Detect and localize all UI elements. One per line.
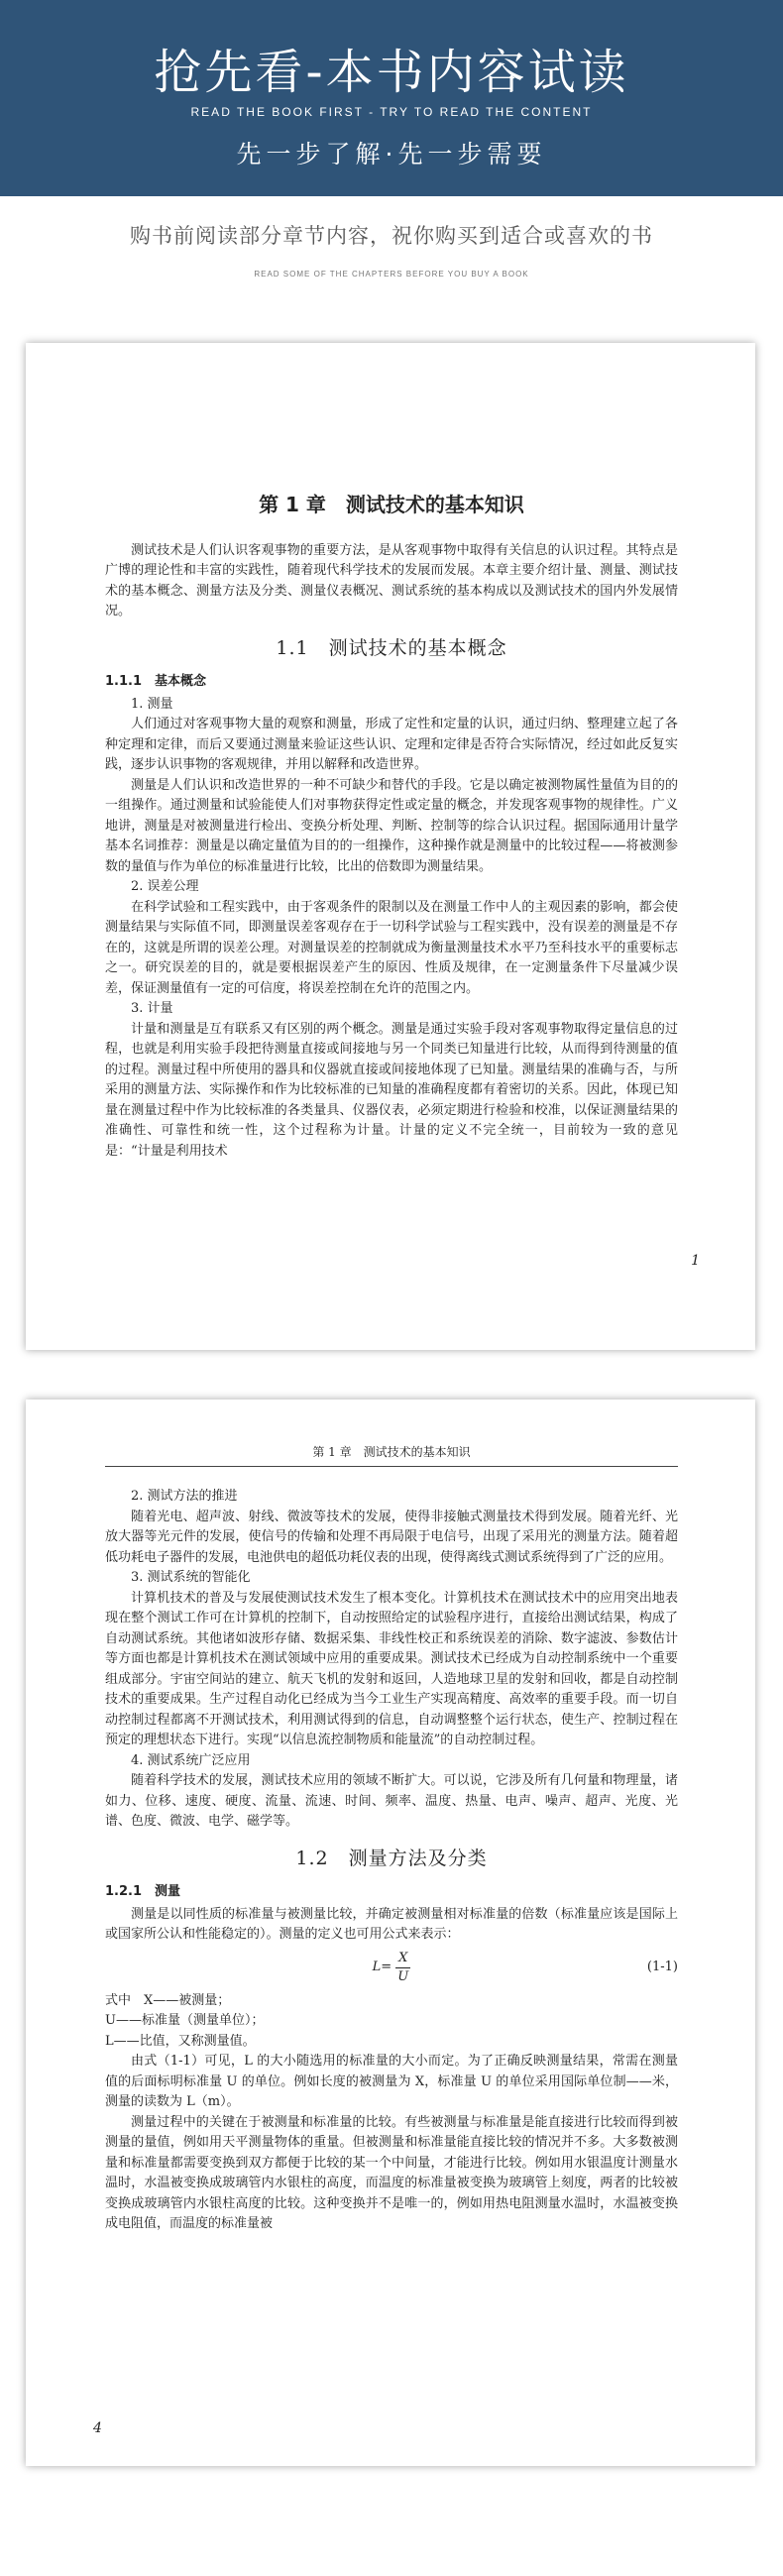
paragraph: 测量是人们认识和改造世界的一种不可缺少和替代的手段。它是以确定被测物属性量值为目的的一组操作。通过测量和试验能使人们对事物获得定性或定量的概念，并发现客观事物的规律性。广义地讲，测量是对被测量进行检出、变换分析处理、判断、控制等的综合认识过程。据国际通用计量学基本名词推荐：测量是以确定量值为目的的一组操作，这种操作就是测量中的比较过程——将被测参数的量值与作为单位的标准量进行比较，比出的倍数即为测量结果。 <box>105 777 678 874</box>
formula <box>105 1946 678 1991</box>
banner-subtitle-en: READ THE BOOK FIRST - TRY TO READ THE CONTENT <box>190 105 593 119</box>
item-heading: 3. 计量 <box>131 1001 173 1016</box>
item-heading: 2. 误差公理 <box>131 879 199 894</box>
banner-slogan: 先一步了解·先一步需要 <box>236 140 547 168</box>
formula-where-line: 式中 X——被测量； <box>105 1992 231 2008</box>
item-heading: 2. 测试方法的推进 <box>131 1489 238 1504</box>
section-title: 1.1 测试技术的基本概念 <box>276 636 507 659</box>
formula-denominator: U <box>397 1969 409 1984</box>
paragraph: 随着科学技术的发展，测试技术应用的领域不断扩大。可以说，它涉及所有几何量和物理量，诸如力、位移、速度、硬度、流量、流速、时间、频率、温度、热量、电声、噪声、超声、光度、光谱、色度、微波、电学、磁学等。 <box>105 1773 678 1829</box>
page-1-content <box>105 495 678 1162</box>
paragraph: 计量和测量是互有联系又有区别的两个概念。测量是通过实验手段对客观事物取得定量信息的过程，也就是利用实验手段把待测量直接或间接地与另一个同类已知量进行比较，从而得到待测量的值的过程。测量过程中所使用的器具和仪器就直接或间接地体现了已知量。测量结果的准确与否，与所采用的测量方法、实际操作和作为比较标准的已知量的准确程度都有着密切的关系。因此，体现已知量在测量过程中作为比较标准的各类量具、仪器仪表，必须定期进行检验和校准，以保证测量结果的准确性、可靠性和统一性，这个过程称为计量。计量的定义不完全统一，目前较为一致的意见是：“计量是利用技术 <box>105 1021 678 1159</box>
paragraph: 计算机技术的普及与发展使测试技术发生了根本变化。计算机技术在测试技术中的应用突出地表现在整个测试工作可在计算机的控制下，自动按照给定的试验程序进行，直接给出测试结果，构成了自动测试系统。其他诸如波形存储、数据采集、非线性校正和系统误差的消除、数字滤波、参数估计等方面也都是计算机技术在测试领域中应用的重要成果。测试技术已经成为自动控制系统中一个重要组成部分。宇宙空间站的建立、航天飞机的发射和返回，人造地球卫星的发射和回收，都是自动控制技术的重要成果。生产过程自动化已经成为当今工业生产实现高精度、高效率的重要手段。而一切自动控制过程都离不开测试技术，利用测试得到的信息，自动调整整个运行状态，使生产、控制过程在预定的理想状态下进行。实现“以信息流控制物质和能量流”的自动控制过程。 <box>105 1590 678 1747</box>
chapter-intro: 测试技术是人们认识客观事物的重要方法，是从客观事物中取得有关信息的认识过程。其特点是广博的理论性和丰富的实践性，随着现代科学技术的发展而发展。本章主要介绍计量、测量、测试技术的基本概念、测量方法及分类、测量仪表概况、测试系统的基本构成以及测试技术的国内外发展情况。 <box>105 542 678 618</box>
subsection-title: 1.1.1 基本概念 <box>105 674 207 689</box>
page-number: 1 <box>691 1253 700 1269</box>
paragraph: 测量过程中的关键在于被测量和标准量的比较。有些被测量与标准量是能直接进行比较而得到被测量的量值，例如用天平测量物体的重量。但被测量和标准量能直接比较的情况并不多。大多数被测量和标准量都需要变换到双方都便于比较的某一个中间量，才能进行比较。例如用水银温度计测量水温时，水温被变换成玻璃管内水银柱的高度，而温度的标准量被变换为玻璃管上刻度，两者的比较被变换成玻璃管内水银柱高度的比较。这种变换并不是唯一的，例如用热电阻测量水温时，水温被变换成电阻值，而温度的标准量被 <box>105 2114 678 2231</box>
paragraph: 由式（1-1）可见，L 的大小随选用的标准量的大小而定。为了正确反映测量结果，常需在测量值的后面标明标准量 U 的单位。例如长度的被测量为 X，标准量 U 的单位采用国际单位制——米，测量的读数为 L（m）。 <box>105 2054 678 2109</box>
page-number: 4 <box>93 2420 102 2436</box>
running-head: 第 1 章 测试技术的基本知识 <box>105 1443 678 1467</box>
formula-where-line: U——标准量（测量单位）； <box>105 2013 265 2028</box>
section-title: 1.2 测量方法及分类 <box>295 1847 488 1869</box>
formula-numerator: X <box>395 1950 410 1968</box>
item-heading: 4. 测试系统广泛应用 <box>131 1752 251 1768</box>
preview-page-2 <box>26 1400 755 2466</box>
intro-text-en: READ SOME OF THE CHAPTERS BEFORE YOU BUY A BOOK <box>254 270 529 279</box>
formula-where-line: L——比值，又称测量值。 <box>105 2033 256 2049</box>
banner <box>0 0 783 196</box>
paragraph: 测量是以同性质的标准量与被测量比较，并确定被测量相对标准量的倍数（标准量应该是国际上或国家所公认和性能稳定的）。测量的定义也可用公式来表示： <box>105 1906 678 1942</box>
item-heading: 3. 测试系统的智能化 <box>131 1570 251 1585</box>
item-heading: 1. 测量 <box>131 696 173 712</box>
paragraph: 随着光电、超声波、射线、微波等技术的发展，使得非接触式测量技术得到发展。随着光纤、光放大器等光元件的发展，使信号的传输和处理不再局限于电信号，出现了采用光的测量方法。随着超低功耗电子器件的发展，电池供电的超低功耗仪表的出现，使得离线式测试系统得到了广泛的应用。 <box>105 1509 678 1565</box>
paragraph: 在科学试验和工程实践中，由于客观条件的限制以及在测量工作中人的主观因素的影响，都会使测量结果与实际值不同，即测量误差客观存在于一切科学试验与工程实践中，没有误差的测量是不存在的，这就是所谓的误差公理。对测量误差的控制就成为衡量测量技术水平乃至科技水平的重要标志之一。研究误差的目的，就是要根据误差产生的原因、性质及规律，在一定测量条件下尽量减少误差，保证测量值有一定的可信度，将误差控制在允许的范围之内。 <box>105 899 678 996</box>
paragraph: 人们通过对客观事物大量的观察和测量，形成了定性和定量的认识，通过归纳、整理建立起了各种定理和定律，而后又要通过测量来验证这些认识、定理和定律是否符合实际情况，经过如此反复实践，逐步认识事物的客观规律，并用以解释和改造世界。 <box>105 717 678 772</box>
page-2-content <box>105 1487 678 2235</box>
banner-title: 抢先看-本书内容试读 <box>154 45 629 100</box>
formula-fraction <box>395 1950 410 1986</box>
preview-page-1 <box>26 343 755 1350</box>
intro-text: 购书前阅读部分章节内容，祝你购买到适合或喜欢的书 <box>130 224 653 248</box>
formula-number: (1-1) <box>646 1960 678 1975</box>
formula-lhs: L= <box>372 1960 392 1975</box>
subsection-title: 1.2.1 测量 <box>105 1884 181 1899</box>
chapter-title: 第 1 章 测试技术的基本知识 <box>259 493 524 516</box>
